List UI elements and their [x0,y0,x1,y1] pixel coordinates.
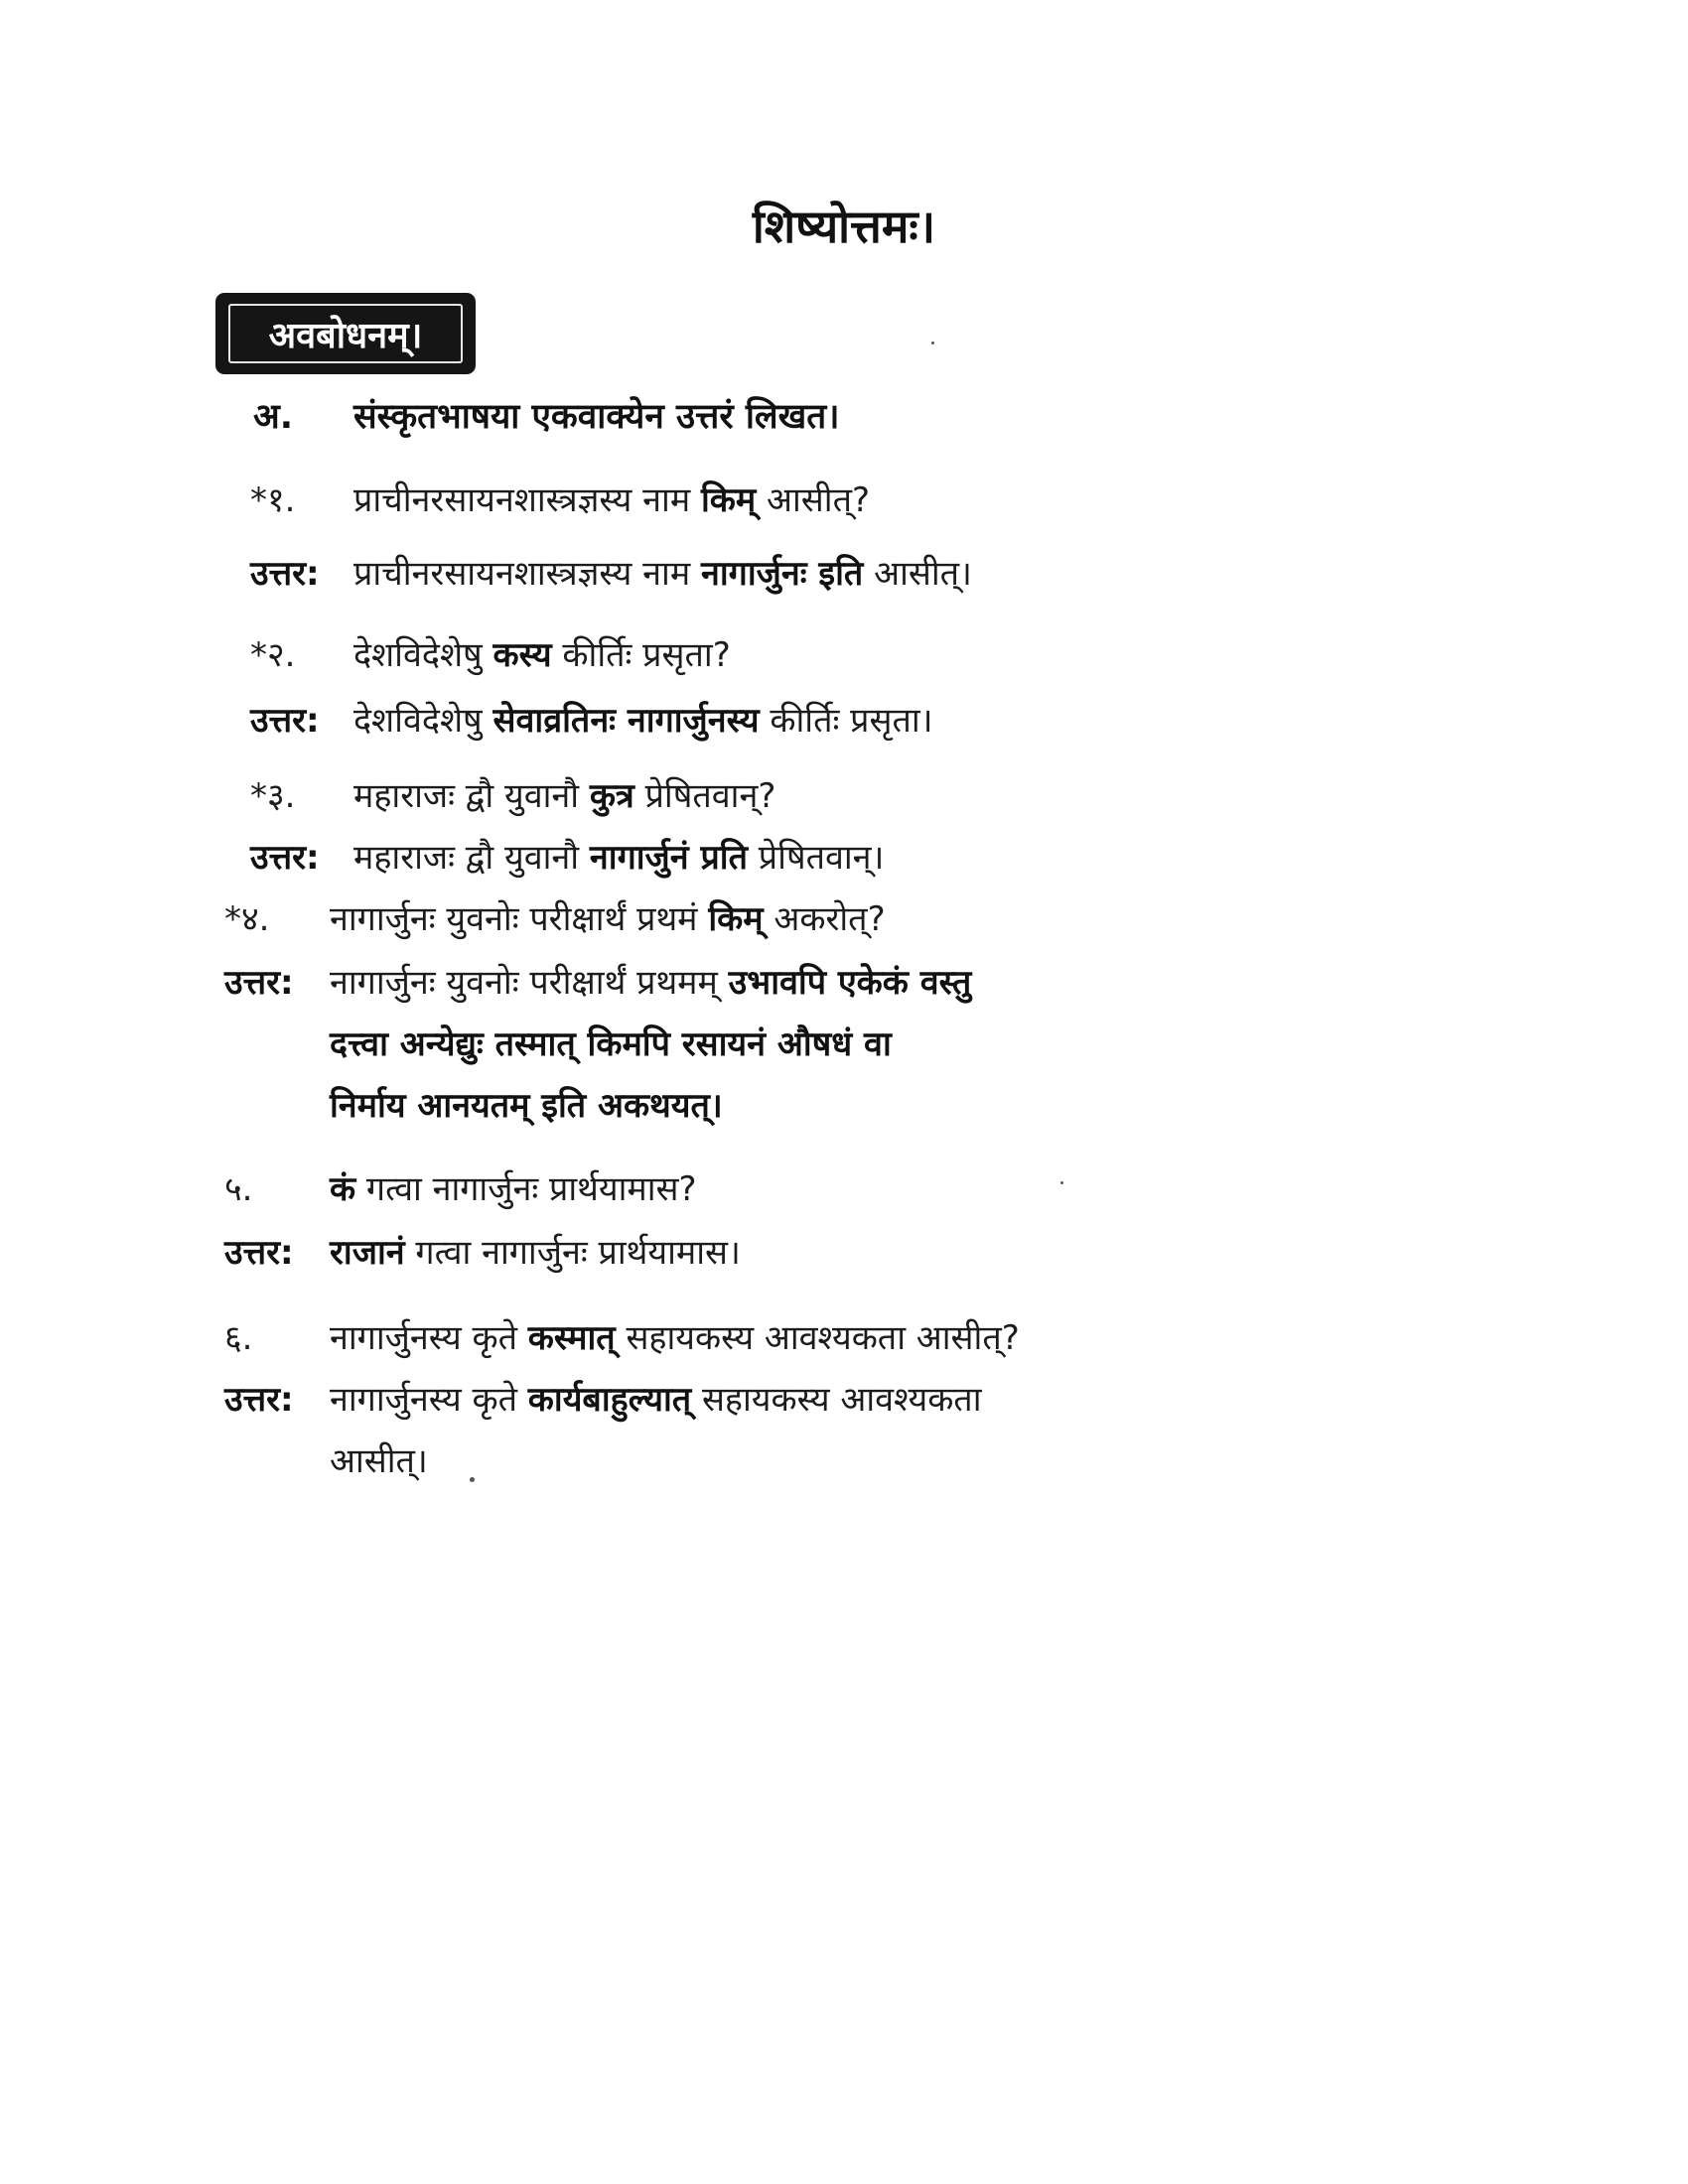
answer-1-keyword: नागार्जुनः इति [701,554,864,594]
answer-4-line-2: दत्त्वा अन्येद्युः तस्मात् किमपि रसायनं औषधं वा [330,1024,892,1064]
question-3-keyword: कुत्र [589,776,634,816]
answer-label-5: उत्तर: [224,1233,294,1273]
section-tag-label: अवबोधनम्। [268,315,423,356]
question-number-1: *१. [250,480,296,520]
question-5 [330,1167,697,1211]
question-2-keyword: कस्य [492,635,552,675]
answer-3 [353,836,884,880]
answer-label-2: उत्तर: [250,701,320,741]
answer-1-part-c: आसीत्। [863,554,972,594]
scan-speck [470,1477,475,1482]
instruction-label: अ. [253,397,294,437]
answer-6-line-2: आसीत्। [330,1441,428,1481]
question-number-2: *२. [250,635,296,675]
answer-4-part-a: नागार्जुनः युवनोः परीक्षार्थं प्रथमम् [330,963,729,1003]
question-6-keyword: कस्मात् [527,1318,616,1358]
question-6-part-c: सहायकस्य आवश्यकता आसीत्? [615,1318,1020,1358]
question-1-keyword: किम् [701,480,757,520]
answer-label-1: उत्तर: [250,554,320,594]
answer-label-3: उत्तर: [250,838,320,878]
answer-1 [353,552,972,596]
answer-5 [330,1231,741,1275]
answer-3-keyword: नागार्जुनं प्रति [589,838,748,878]
question-2 [353,633,731,677]
answer-6-line-1 [330,1378,982,1422]
question-4-part-a: नागार्जुनः युवनोः परीक्षार्थं प्रथमं [330,899,709,939]
question-2-part-c: कीर्तिः प्रसृता? [551,635,731,675]
answer-1-part-a: प्राचीनरसायनशास्त्रज्ञस्य नाम [353,554,701,594]
question-6 [330,1316,1020,1360]
answer-label-6: उत्तर: [224,1380,294,1420]
answer-4-line-1 [330,961,971,1005]
answer-3-part-a: महाराजः द्वौ युवानौ [353,838,590,878]
answer-4-keyword: उभावपि एकेकं वस्तु [728,963,972,1003]
question-number-6: ६. [224,1318,253,1358]
answer-5-keyword: राजानं [330,1233,405,1273]
answer-2-part-a: देशविदेशेषु [353,701,493,741]
question-4-part-c: अकरोत्? [763,899,886,939]
question-number-3: *३. [250,776,296,816]
answer-6-part-a: नागार्जुनस्य कृते [330,1380,528,1420]
answer-6-part-c: सहायकस्य आवश्यकता [691,1380,982,1420]
scan-speck [1060,1181,1063,1184]
question-5-keyword: कं [330,1169,356,1209]
answer-2-part-c: कीर्तिः प्रसृता। [759,701,933,741]
question-1-part-a: प्राचीनरसायनशास्त्रज्ञस्य नाम [353,480,701,520]
answer-5-part-b: गत्वा नागार्जुनः प्रार्थयामास। [404,1233,741,1273]
answer-3-part-c: प्रेषितवान्। [747,838,885,878]
scan-speck [931,341,934,344]
question-number-5: ५. [224,1169,253,1209]
answer-label-4: उत्तर: [224,963,294,1003]
question-4 [330,897,886,941]
question-3 [353,774,775,818]
question-2-part-a: देशविदेशेषु [353,635,493,675]
answer-2 [353,699,933,743]
section-tag [218,296,473,371]
answer-6-keyword: कार्यबाहुल्यात् [527,1380,692,1420]
answer-2-keyword: सेवाव्रतिनः नागार्जुनस्य [492,701,760,741]
question-6-part-a: नागार्जुनस्य कृते [330,1318,528,1358]
question-4-keyword: किम् [708,899,764,939]
question-1 [353,478,870,522]
question-1-part-c: आसीत्? [756,480,871,520]
answer-4-line-3: निर्माय आनयतम् इति अकथयत्। [330,1086,723,1126]
section-tag-frame [228,304,463,363]
instruction-text: संस्कृतभाषया एकवाक्येन उत्तरं लिखत। [353,397,840,437]
page-title: शिष्योत्तमः। [752,200,936,253]
question-5-part-b: गत्वा नागार्जुनः प्रार्थयामास? [355,1169,697,1209]
question-3-part-a: महाराजः द्वौ युवानौ [353,776,590,816]
question-number-4: *४. [224,899,270,939]
question-3-part-c: प्रेषितवान्? [633,776,776,816]
